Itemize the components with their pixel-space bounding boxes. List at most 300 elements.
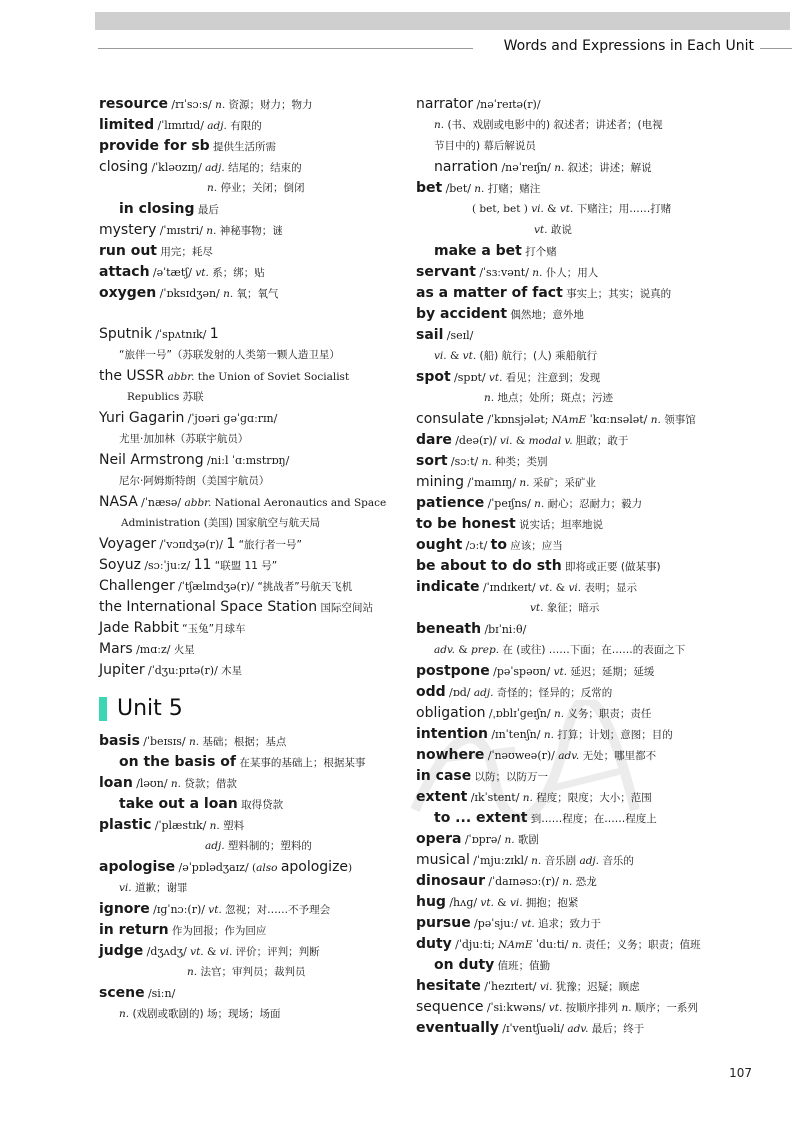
vocab-entry-line xyxy=(99,534,404,555)
phonetic: /ˈbeɪsɪs/ xyxy=(143,735,186,748)
headword: mining xyxy=(416,474,465,490)
vocab-entry-line xyxy=(416,409,796,430)
part-of-speech: vt. xyxy=(462,350,477,362)
phonetic: /nəˈreɪʃn/ xyxy=(501,161,551,174)
part-of-speech: n. xyxy=(484,392,495,404)
vocab-entry-line xyxy=(99,94,404,115)
phonetic: /ˈdjuːti; xyxy=(455,938,495,951)
gloss-text: & xyxy=(543,203,560,215)
part-of-speech: n. xyxy=(223,288,234,300)
headword: to be honest xyxy=(416,516,516,532)
phonetic: /nəˈreɪtə(r)/ xyxy=(476,98,541,111)
phonetic: /ˈɪndɪkeɪt/ xyxy=(482,581,536,594)
headword: Soyuz xyxy=(99,557,141,573)
vocab-entry-line xyxy=(99,597,404,618)
chinese-gloss: 到……程度；在……程度上 xyxy=(527,813,657,825)
chinese-gloss: 评价；评判；判断 xyxy=(232,946,320,958)
vocab-entry-line xyxy=(99,241,404,262)
vocab-entry-line xyxy=(416,577,796,598)
chinese-gloss: “挑战者”号航天飞机 xyxy=(254,581,353,593)
gloss-text: & xyxy=(512,435,529,447)
headword: odd xyxy=(416,684,446,700)
part-of-speech: n. xyxy=(209,820,220,832)
vocab-entry-line xyxy=(99,429,404,450)
headword: 1 xyxy=(226,536,236,552)
headword: 1 xyxy=(209,326,219,342)
chinese-gloss: 氧；氧气 xyxy=(233,288,279,300)
phonetic: /ɔːt/ xyxy=(465,539,488,552)
headword: run out xyxy=(99,243,157,259)
phonetic: /ˈhezɪteɪt/ xyxy=(484,980,537,993)
chinese-gloss: 停业；关闭；倒闭 xyxy=(217,182,305,194)
chinese-gloss: 有限的 xyxy=(226,120,262,132)
vocab-entry-line xyxy=(416,682,796,703)
vocab-entry-line xyxy=(99,752,404,773)
vocab-entry-line xyxy=(416,598,796,619)
headword: loan xyxy=(99,775,133,791)
chinese-gloss: 以防；以防万一 xyxy=(471,771,549,783)
phonetic: /seɪl/ xyxy=(446,329,474,342)
chinese-gloss: 忽视；对……不予理会 xyxy=(221,904,331,916)
headword: to xyxy=(490,537,507,553)
headword: Neil Armstrong xyxy=(99,452,204,468)
spacer xyxy=(99,304,404,324)
vocab-entry-line xyxy=(99,555,404,576)
headword: Sputnik xyxy=(99,326,153,342)
vocab-entry-line xyxy=(99,157,404,178)
phonetic: /ˈɒksɪdʒən/ xyxy=(159,287,220,300)
part-of-speech: vt. xyxy=(548,1002,563,1014)
phonetic: /hʌɡ/ xyxy=(449,896,478,909)
vocab-entry-line xyxy=(416,430,796,451)
headword: spot xyxy=(416,369,451,385)
chinese-gloss: 追求；致力于 xyxy=(534,918,602,930)
part-of-speech: vt. xyxy=(530,602,544,614)
chinese-gloss: 资源；财力；物力 xyxy=(225,99,313,111)
headword: indicate xyxy=(416,579,480,595)
unit-heading xyxy=(99,689,404,729)
vocab-entry-line xyxy=(416,619,796,640)
vocab-entry-line xyxy=(99,941,404,962)
vocab-entry-line xyxy=(416,241,796,262)
vocab-entry-line xyxy=(416,451,796,472)
headword: by accident xyxy=(416,306,508,322)
chinese-gloss: 程度；限度；大小；范围 xyxy=(532,792,652,804)
part-of-speech: vi. xyxy=(499,435,513,447)
part-of-speech: abbr. xyxy=(167,371,195,383)
part-of-speech: n. xyxy=(532,267,543,279)
vocab-entry-line xyxy=(99,794,404,815)
vocab-entry-line xyxy=(99,262,404,283)
headword: make a bet xyxy=(434,243,522,259)
phonetic: /ˈpeɪʃns/ xyxy=(487,497,531,510)
chinese-gloss: 拥抱；抱紧 xyxy=(522,897,579,909)
part-of-speech: vt. xyxy=(553,666,568,678)
headword: be about to do sth xyxy=(416,558,562,574)
part-of-speech: n. xyxy=(534,498,545,510)
headword: postpone xyxy=(416,663,490,679)
vocab-entry-line xyxy=(99,962,404,983)
part-of-speech: vi. xyxy=(539,981,553,993)
phonetic: /sɔːt/ xyxy=(450,455,479,468)
vocab-entry-line xyxy=(416,136,796,157)
headword: narration xyxy=(434,159,499,175)
phonetic: /pəˈsjuː/ xyxy=(474,917,518,930)
chinese-gloss: 敢说 xyxy=(547,224,572,236)
headword: the USSR xyxy=(99,368,165,384)
phonetic: /niːl ˈɑːmstrɒŋ/ xyxy=(206,454,290,467)
unit-accent-bar xyxy=(99,697,107,721)
phonetic: /ɪˈventʃuəli/ xyxy=(502,1022,565,1035)
headword: Mars xyxy=(99,641,133,657)
vocab-entry-line xyxy=(416,892,796,913)
part-of-speech: n. xyxy=(571,939,582,951)
phonetic: /deə(r)/ xyxy=(455,434,497,447)
part-of-speech: adv. xyxy=(567,1023,589,1035)
vocab-entry-line xyxy=(99,136,404,157)
phonetic: /əˈpɒlədʒaɪz/ xyxy=(178,861,249,874)
chinese-gloss: 打个赌 xyxy=(521,246,557,258)
vocab-entry-line xyxy=(416,955,796,976)
phonetic: /ˈdʒuːpɪtə(r)/ xyxy=(147,664,218,677)
vocab-entry-line xyxy=(99,115,404,136)
part-of-speech: NAmE xyxy=(498,939,533,951)
headword: consulate xyxy=(416,411,484,427)
header-rule-right xyxy=(760,48,792,49)
part-of-speech: n. xyxy=(553,708,565,720)
part-of-speech: n. xyxy=(481,456,492,468)
phonetic: /ˈsɜːvənt/ xyxy=(479,266,529,279)
headword: judge xyxy=(99,943,144,959)
vocab-entry-line xyxy=(416,514,796,535)
part-of-speech: adv. xyxy=(558,750,580,762)
vocab-entry-line xyxy=(416,178,796,199)
part-of-speech: vt. xyxy=(195,267,209,279)
chinese-gloss: “玉兔”月球车 xyxy=(178,623,246,635)
chinese-gloss: 叙述；讲述；解说 xyxy=(564,162,652,174)
headword: take out a loan xyxy=(119,796,238,812)
vocab-entry-line xyxy=(416,388,796,409)
chinese-gloss: (船) 航行；(人) 乘船航行 xyxy=(476,350,598,362)
part-of-speech: n. xyxy=(434,119,445,131)
part-of-speech: vi. xyxy=(568,582,582,594)
headword: patience xyxy=(416,495,485,511)
phonetic: /spɒt/ xyxy=(454,371,486,384)
phonetic: /ˌɒblɪˈɡeɪʃn/ xyxy=(488,707,551,720)
phonetic: /bɪˈniːθ/ xyxy=(484,623,527,636)
vocab-entry-line xyxy=(416,556,796,577)
chinese-gloss: 地点；处所；斑点；污迹 xyxy=(494,392,613,404)
vocab-entry-line xyxy=(416,262,796,283)
vocab-entry-line xyxy=(99,513,404,534)
chinese-gloss: 基础；根据；基点 xyxy=(199,736,287,748)
vocab-entry-line xyxy=(416,94,796,115)
headword: in return xyxy=(99,922,169,938)
vocab-entry-line xyxy=(416,199,796,220)
phonetic: ˈduːti/ xyxy=(535,938,569,951)
vocab-entry-line xyxy=(99,983,404,1004)
headword: plastic xyxy=(99,817,152,833)
part-of-speech: n. xyxy=(543,729,554,741)
phonetic: /pəˈspəʊn/ xyxy=(493,665,551,678)
right-column xyxy=(416,94,796,1039)
chinese-gloss: 神秘事物；谜 xyxy=(216,225,283,237)
chinese-gloss: “旅行者一号” xyxy=(235,539,302,551)
headword: 11 xyxy=(193,557,212,573)
chinese-gloss: 事实上；其实；说真的 xyxy=(562,288,672,300)
vocab-entry-line xyxy=(416,493,796,514)
chinese-gloss: 看见；注意到；发现 xyxy=(502,372,601,384)
vocab-entry-line xyxy=(416,724,796,745)
headword: oxygen xyxy=(99,285,157,301)
phonetic: /ləʊn/ xyxy=(136,777,168,790)
vocab-entry-line xyxy=(416,703,796,724)
chinese-gloss: 音乐的 xyxy=(599,855,634,867)
headword: obligation xyxy=(416,705,486,721)
headword: sail xyxy=(416,327,444,343)
vocab-entry-line xyxy=(416,766,796,787)
chinese-gloss: 在 (或往) ……下面；在……的表面之下 xyxy=(499,644,686,656)
part-of-speech: n. xyxy=(187,966,198,978)
part-of-speech: n. xyxy=(188,736,200,748)
phonetic: /ˈspʌtnɪk/ xyxy=(155,328,207,341)
part-of-speech: n. xyxy=(522,792,533,804)
vocab-entry-line xyxy=(99,471,404,492)
phonetic: /mɑːz/ xyxy=(136,643,171,656)
headword: Challenger xyxy=(99,578,175,594)
vocab-entry-line xyxy=(416,367,796,388)
chinese-gloss: 打赌；赌注 xyxy=(484,183,541,195)
chinese-gloss: 表明；显示 xyxy=(581,582,637,594)
headword: resource xyxy=(99,96,169,112)
headword: dare xyxy=(416,432,452,448)
chinese-gloss: 道歉；谢罪 xyxy=(131,882,188,894)
gloss-text: ( bet, bet ) xyxy=(472,203,528,215)
vocab-entry-line xyxy=(416,157,796,178)
vocab-entry-line xyxy=(99,450,404,471)
headword: to ... extent xyxy=(434,810,528,826)
part-of-speech: also xyxy=(256,862,278,874)
vocab-entry-line xyxy=(99,836,404,857)
part-of-speech: n. xyxy=(504,834,515,846)
chinese-gloss: 提供生活所需 xyxy=(209,141,277,153)
phonetic: /rɪˈsɔːs/ xyxy=(171,98,212,111)
vocab-entry-line xyxy=(99,283,404,304)
gloss-text: National Aeronautics and Space xyxy=(211,497,387,509)
headword: in case xyxy=(416,768,472,784)
headword: sequence xyxy=(416,999,484,1015)
chinese-gloss: 塑料 xyxy=(219,820,245,832)
headword: beneath xyxy=(416,621,482,637)
header-rule-left xyxy=(98,48,473,49)
chinese-gloss: 胆敢；敢于 xyxy=(572,435,629,447)
vocab-entry-line xyxy=(416,934,796,955)
headword: intention xyxy=(416,726,488,742)
phonetic: /ˈtʃælɪndʒə(r)/ xyxy=(178,580,254,593)
gloss-text: & xyxy=(552,582,569,594)
vocab-entry-line xyxy=(99,618,404,639)
vocab-entry-line xyxy=(99,366,404,387)
vocab-entry-line xyxy=(99,492,404,513)
part-of-speech: vt. xyxy=(208,904,222,916)
part-of-speech: n. xyxy=(562,876,573,888)
headword: on the basis of xyxy=(119,754,237,770)
chinese-gloss: 歌剧 xyxy=(514,834,539,846)
vocab-entry-line xyxy=(99,731,404,752)
part-of-speech: vt. xyxy=(559,203,574,215)
part-of-speech: n. xyxy=(170,778,181,790)
chinese-gloss: 仆人；用人 xyxy=(542,267,599,279)
part-of-speech: vt. xyxy=(190,946,204,958)
headword: hesitate xyxy=(416,978,481,994)
headword: musical xyxy=(416,852,470,868)
chinese-gloss: 耐心；忍耐力；毅力 xyxy=(544,498,643,510)
vocab-entry-line xyxy=(416,346,796,367)
headword: dinosaur xyxy=(416,873,486,889)
headword: opera xyxy=(416,831,462,847)
vocab-entry-line xyxy=(416,787,796,808)
part-of-speech: vi. xyxy=(531,203,544,215)
vocab-entry-line xyxy=(416,745,796,766)
headword: as a matter of fact xyxy=(416,285,563,301)
chinese-gloss: 节目中的) 幕后解说员 xyxy=(434,140,536,152)
part-of-speech: adj. xyxy=(579,855,600,867)
chinese-gloss: 木星 xyxy=(217,665,243,677)
chinese-gloss: 贷款；借款 xyxy=(181,778,237,790)
vocab-entry-line xyxy=(416,1018,796,1039)
phonetic: /ˈnæsə/ xyxy=(141,496,182,509)
headword: duty xyxy=(416,936,452,952)
chinese-gloss: 采矿；采矿业 xyxy=(529,477,596,489)
vocab-entry-line xyxy=(99,345,404,366)
part-of-speech: adj. xyxy=(207,120,227,132)
chinese-gloss: 取得贷款 xyxy=(237,799,284,811)
chinese-gloss: 按顺序排列 xyxy=(562,1002,622,1014)
top-gray-band xyxy=(95,12,790,30)
part-of-speech: vt. xyxy=(538,582,553,594)
headword: apologise xyxy=(99,859,176,875)
headword: in closing xyxy=(119,201,195,217)
headword: Yuri Gagarin xyxy=(99,410,185,426)
vocab-entry-line xyxy=(99,899,404,920)
chinese-gloss: 尼尔·阿姆斯特朗（美国宇航员） xyxy=(119,475,270,487)
chinese-gloss: 作为回报；作为回应 xyxy=(168,925,267,937)
headword: limited xyxy=(99,117,155,133)
vocab-entry-line xyxy=(99,178,404,199)
vocab-entry-line xyxy=(416,220,796,241)
chinese-gloss: 应该；应当 xyxy=(506,540,563,552)
vocab-entry-line xyxy=(99,408,404,429)
chinese-gloss: 打算；计划；意图；目的 xyxy=(553,729,673,741)
part-of-speech: n. xyxy=(474,183,485,195)
phonetic: /ɪnˈtenʃn/ xyxy=(491,728,541,741)
gloss-text: Republics xyxy=(127,391,180,403)
vocab-entry-line xyxy=(416,283,796,304)
part-of-speech: n. xyxy=(215,99,226,111)
headword: nowhere xyxy=(416,747,485,763)
headword: pursue xyxy=(416,915,471,931)
chinese-gloss: 说实话；坦率地说 xyxy=(515,519,603,531)
chinese-gloss: 偶然地；意外地 xyxy=(507,309,584,321)
vocab-entry-line xyxy=(416,661,796,682)
header-title: Words and Expressions in Each Unit xyxy=(503,38,754,54)
part-of-speech: vt. xyxy=(534,224,548,236)
phonetic: /ˈɒprə/ xyxy=(464,833,502,846)
unit-title: Unit 5 xyxy=(117,696,183,721)
phonetic: /ˈsiːkwəns/ xyxy=(486,1001,546,1014)
phonetic: /ˈvɔɪɪdʒə(r)/ xyxy=(159,538,223,551)
chinese-gloss: 犹豫；迟疑；顾虑 xyxy=(552,981,640,993)
vocab-entry-line xyxy=(416,325,796,346)
headword: apologize xyxy=(280,859,349,875)
part-of-speech: n. xyxy=(531,855,542,867)
vocab-entry-line xyxy=(99,324,404,345)
vocab-entry-line xyxy=(416,472,796,493)
chinese-gloss: 恐龙 xyxy=(572,876,597,888)
page-number: 107 xyxy=(729,1066,752,1080)
phonetic: /sɔːˈjuːz/ xyxy=(144,559,191,572)
vocab-entry-line xyxy=(99,773,404,794)
part-of-speech: vt. xyxy=(521,918,535,930)
headword: hug xyxy=(416,894,446,910)
chinese-gloss: (戏剧或歌剧的) 场；现场；场面 xyxy=(129,1008,281,1020)
headword: narrator xyxy=(416,96,474,112)
vocab-entry-line xyxy=(416,850,796,871)
headword: mystery xyxy=(99,222,157,238)
chinese-gloss: 无处；哪里都不 xyxy=(579,750,657,762)
part-of-speech: adv. xyxy=(434,644,456,656)
part-of-speech: modal v. xyxy=(528,435,573,447)
headword: eventually xyxy=(416,1020,499,1036)
chinese-gloss: 火星 xyxy=(170,644,195,656)
headword: NASA xyxy=(99,494,138,510)
chinese-gloss: (书、戏剧或电影中的) 叙述者；讲述者；(电视 xyxy=(444,119,663,131)
chinese-gloss: 下赌注；用……打赌 xyxy=(573,203,672,215)
phonetic: /dʒʌdʒ/ xyxy=(146,945,187,958)
chinese-gloss: 最后；终于 xyxy=(588,1023,645,1035)
chinese-gloss: 国际空间站 xyxy=(317,602,373,614)
vocab-entry-line xyxy=(416,808,796,829)
chinese-gloss: 顺序；一系列 xyxy=(631,1002,698,1014)
gloss-text: & xyxy=(446,350,463,362)
gloss-text: & xyxy=(493,897,510,909)
headword: scene xyxy=(99,985,145,1001)
part-of-speech: prep. xyxy=(471,644,500,656)
vocab-entry-line xyxy=(99,639,404,660)
phonetic: /ˈkləʊzɪŋ/ xyxy=(151,161,202,174)
phonetic: /ɪkˈstent/ xyxy=(470,791,520,804)
part-of-speech: adj. xyxy=(205,840,225,852)
chinese-gloss: 象征；暗示 xyxy=(543,602,600,614)
chinese-gloss: (美国) 国家航空与航天局 xyxy=(200,517,321,529)
chinese-gloss: 音乐剧 xyxy=(541,855,580,867)
chinese-gloss: 尤里·加加林（苏联宇航员） xyxy=(119,433,249,445)
part-of-speech: NAmE xyxy=(551,414,587,426)
part-of-speech: n. xyxy=(519,477,530,489)
vocab-entry-line xyxy=(416,640,796,661)
gloss-text: ( xyxy=(252,862,257,874)
phonetic: /əˈtætʃ/ xyxy=(152,266,193,279)
part-of-speech: n. xyxy=(206,225,217,237)
part-of-speech: vt. xyxy=(488,372,503,384)
part-of-speech: vi. xyxy=(119,882,132,894)
phonetic: /ˈlɪmɪtɪd/ xyxy=(157,119,204,132)
headword: Voyager xyxy=(99,536,157,552)
part-of-speech: n. xyxy=(650,414,661,426)
headword: the International Space Station xyxy=(99,599,318,615)
part-of-speech: vt. xyxy=(480,897,494,909)
gloss-text: & xyxy=(455,644,472,656)
